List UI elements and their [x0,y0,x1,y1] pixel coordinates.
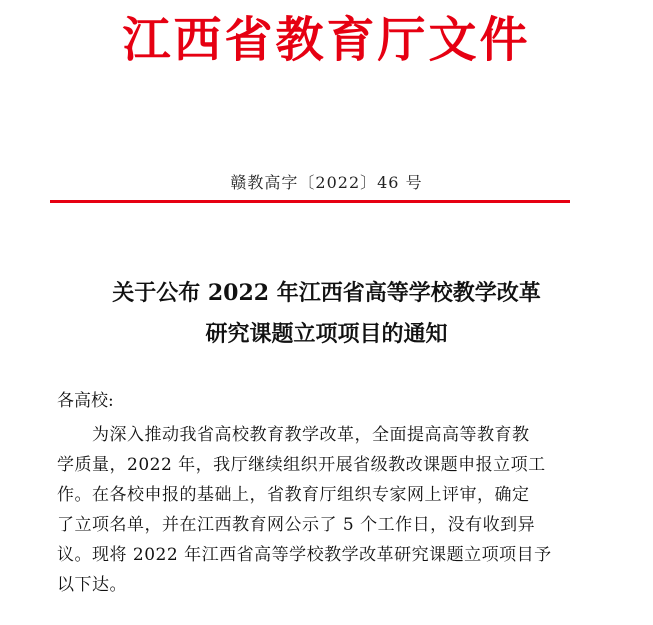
body-paragraph [57,420,597,600]
notice-title-line-2: 研究课题立项项目的通知 [205,321,448,347]
red-divider-line [50,200,570,203]
body-line-6: 以下达。 [57,575,127,595]
notice-title [0,273,653,355]
notice-title-line-1: 关于公布 2022 年江西省高等学校教学改革 [112,280,541,306]
salutation: 各高校: [57,391,114,411]
body-line-1: 为深入推动我省高校教育教学改革，全面提高高等教育教 [92,425,530,445]
body-line-5: 议。现将 2022 年江西省高等学校教学改革研究课题立项项目予 [57,545,552,565]
body-line-4: 了立项名单，并在江西教育网公示了 5 个工作日，没有收到异 [57,515,536,535]
body-line-3: 作。在各校申报的基础上，省教育厅组织专家网上评审，确定 [57,485,530,505]
document-header-title: 江西省教育厅文件 [122,12,531,68]
body-line-2: 学质量，2022 年，我厅继续组织开展省级教改课题申报立项工 [57,455,546,475]
document-number: 赣教高字〔2022〕46 号 [230,173,423,192]
